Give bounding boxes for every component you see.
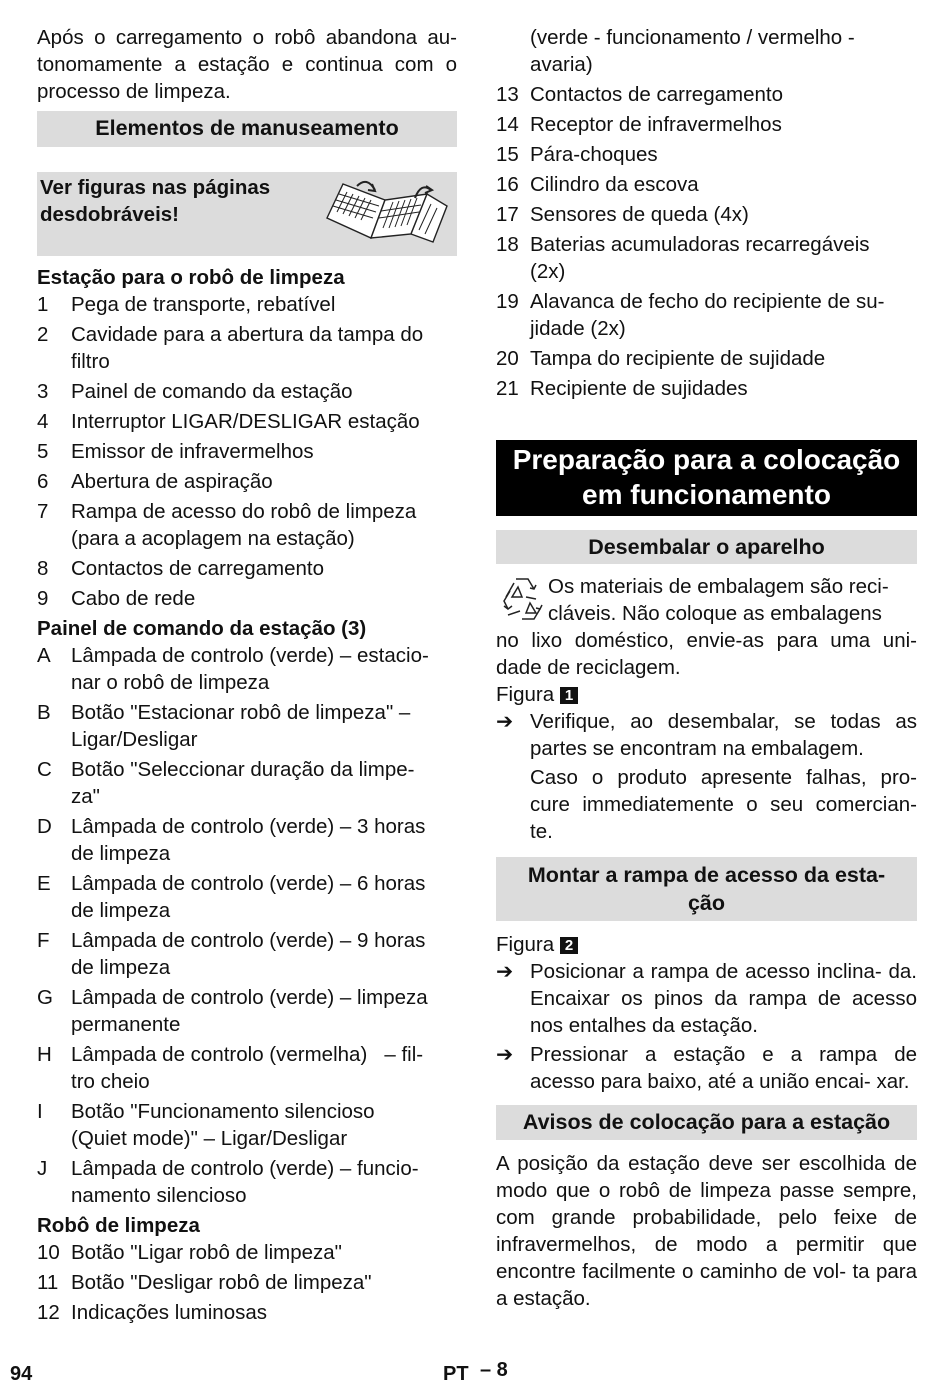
list-item-cont: permanente (71, 1013, 181, 1036)
list-item: 6 Abertura de aspiração (37, 470, 273, 493)
list-item: J Lâmpada de controlo (verde) – funcio- (37, 1157, 419, 1180)
list-item-cont: tro cheio (71, 1070, 150, 1093)
list-item: H Lâmpada de controlo (vermelha) – fil- (37, 1043, 424, 1066)
list-item: G Lâmpada de controlo (verde) – limpeza (37, 986, 428, 1009)
step-continuation: Caso o produto apresente falhas, pro- cure immediatemente o seu comercian- te. (530, 766, 917, 843)
list-item: 7 Rampa de acesso do robô de limpeza (37, 500, 417, 523)
list-item: 11 Botão "Desligar robô de limpeza" (37, 1271, 372, 1294)
list-item-cont: (Quiet mode)" – Ligar/Desligar (71, 1127, 348, 1150)
right-column (496, 24, 917, 1312)
list-item: 1 Pega de transporte, rebatível (37, 293, 336, 316)
main-section-title (496, 440, 917, 516)
instruction-step: ➔ Posicionar a rampa de acesso inclina- da. Encaixar os pinos da rampa de acesso nos entalhes da estação. (496, 960, 917, 1037)
list-item: 21 Recipiente de sujidades (496, 377, 748, 400)
section-title-controls: Elementos de manuseamento (37, 111, 457, 147)
figure-number-badge: 1 (560, 687, 578, 704)
list-item: 9 Cabo de rede (37, 587, 196, 610)
recycle-row (496, 573, 917, 627)
list-item-cont: namento silencioso (71, 1184, 247, 1207)
list-item-cont: za" (71, 785, 100, 808)
foldout-note (37, 172, 457, 256)
list-item: 18 Baterias acumuladoras recarregáveis (496, 233, 870, 256)
section-title-unpack: Desembalar o aparelho (496, 530, 917, 564)
recycle-line-1: Os materiais de embalagem são reci- (548, 575, 889, 598)
list-item-cont: de limpeza (71, 899, 171, 922)
figure-ref (496, 931, 917, 958)
list-item: 4 Interruptor LIGAR/DESLIGAR estação (37, 410, 420, 433)
list-item: B Botão "Estacionar robô de limpeza" – (37, 701, 411, 724)
list-item: 20 Tampa do recipiente de sujidade (496, 347, 826, 370)
intro-paragraph: Após o carregamento o robô abandona au- tonomamente a estação e continua com o processo de limpeza. (37, 26, 457, 103)
recycling-icon (496, 575, 548, 625)
list-item: A Lâmpada de controlo (verde) – estacio- (37, 644, 429, 667)
arrow-icon: ➔ (496, 1043, 514, 1066)
main-title-line-1: Preparação para a colocação (512, 444, 901, 475)
list-item: 17 Sensores de queda (4x) (496, 203, 749, 226)
figure-label: Figura (496, 683, 555, 706)
list-item: C Botão "Seleccionar duração da limpe- (37, 758, 415, 781)
figure-label: Figura (496, 933, 555, 956)
list-item: 5 Emissor de infravermelhos (37, 440, 314, 463)
note-line-2: desdobráveis! (40, 203, 179, 226)
list-item: 19 Alavanca de fecho do recipiente de su- (496, 290, 885, 313)
panel-heading: Painel de comando da estação (3) (37, 617, 367, 640)
arrow-icon: ➔ (496, 710, 514, 733)
placement-paragraph: A posição da estação deve ser escolhida de modo que o robô de limpeza passe sempre, com grande probabilidade, pelo feixe de infravermelhos, de modo a permitir que encontre facilmente o caminho de vol- ta para a estação. (496, 1152, 917, 1310)
list-item: D Lâmpada de controlo (verde) – 3 horas (37, 815, 426, 838)
list-item-cont: filtro (71, 350, 110, 373)
recycle-rest: no lixo doméstico, envie-as para uma uni- dade de reciclagem. (496, 629, 917, 679)
figure-ref (496, 681, 917, 708)
instruction-step: ➔ Verifique, ao desembalar, se todas as partes se encontram na embalagem. (496, 710, 917, 760)
list-item-cont: avaria) (530, 53, 593, 76)
list-item: 16 Cilindro da escova (496, 173, 699, 196)
list-item-cont: (2x) (530, 260, 566, 283)
list-item: 3 Painel de comando da estação (37, 380, 353, 403)
list-item-cont: Ligar/Desligar (71, 728, 198, 751)
list-item-cont: (verde - funcionamento / vermelho - (530, 26, 855, 49)
section-title-ramp (496, 857, 917, 921)
list-item: 15 Pára-choques (496, 143, 658, 166)
ramp-title-line-1: Montar a rampa de acesso da esta- (527, 863, 886, 887)
list-item: E Lâmpada de controlo (verde) – 6 horas (37, 872, 426, 895)
figure-number-badge: 2 (560, 937, 578, 954)
list-item: 14 Receptor de infravermelhos (496, 113, 782, 136)
recycle-line-2: cláveis. Não coloque as embalagens (548, 602, 882, 625)
left-column (37, 24, 457, 1329)
list-item-cont: nar o robô de limpeza (71, 671, 270, 694)
main-title-line-2: em funcionamento (582, 479, 831, 510)
list-item: 2 Cavidade para a abertura da tampa do (37, 323, 424, 346)
instruction-step: ➔ Pressionar a estação e a rampa de acesso para baixo, até a união encai- xar. (496, 1043, 917, 1093)
station-list (37, 291, 457, 612)
ramp-block (496, 931, 917, 1095)
page-number: 94 (10, 1363, 33, 1385)
foldout-pages-icon (323, 178, 451, 244)
recycle-text (548, 573, 917, 627)
list-item: 12 Indicações luminosas (37, 1301, 267, 1324)
note-line-1: Ver figuras nas páginas (40, 176, 271, 199)
robot-list (37, 1239, 457, 1326)
list-item: 8 Contactos de carregamento (37, 557, 324, 580)
list-item: 13 Contactos de carregamento (496, 83, 783, 106)
robot-heading: Robô de limpeza (37, 1214, 200, 1237)
section-title-placement: Avisos de colocação para a estação (496, 1105, 917, 1140)
footer-section-page: – 8 (480, 1359, 508, 1381)
ramp-title-line-2: ção (687, 891, 726, 915)
arrow-icon: ➔ (496, 960, 514, 983)
list-item-cont: de limpeza (71, 842, 171, 865)
list-item: 10 Botão "Ligar robô de limpeza" (37, 1241, 342, 1264)
footer-language: PT (443, 1363, 469, 1385)
list-item-cont: (para a acoplagem na estação) (71, 527, 355, 550)
list-item-cont: de limpeza (71, 956, 171, 979)
robot-list-continued (496, 81, 917, 402)
list-item: F Lâmpada de controlo (verde) – 9 horas (37, 929, 426, 952)
unpack-block (496, 573, 917, 845)
list-item-cont: jidade (2x) (530, 317, 626, 340)
list-item: I Botão "Funcionamento silencioso (37, 1100, 375, 1123)
panel-list (37, 642, 457, 1209)
station-heading: Estação para o robô de limpeza (37, 266, 345, 289)
